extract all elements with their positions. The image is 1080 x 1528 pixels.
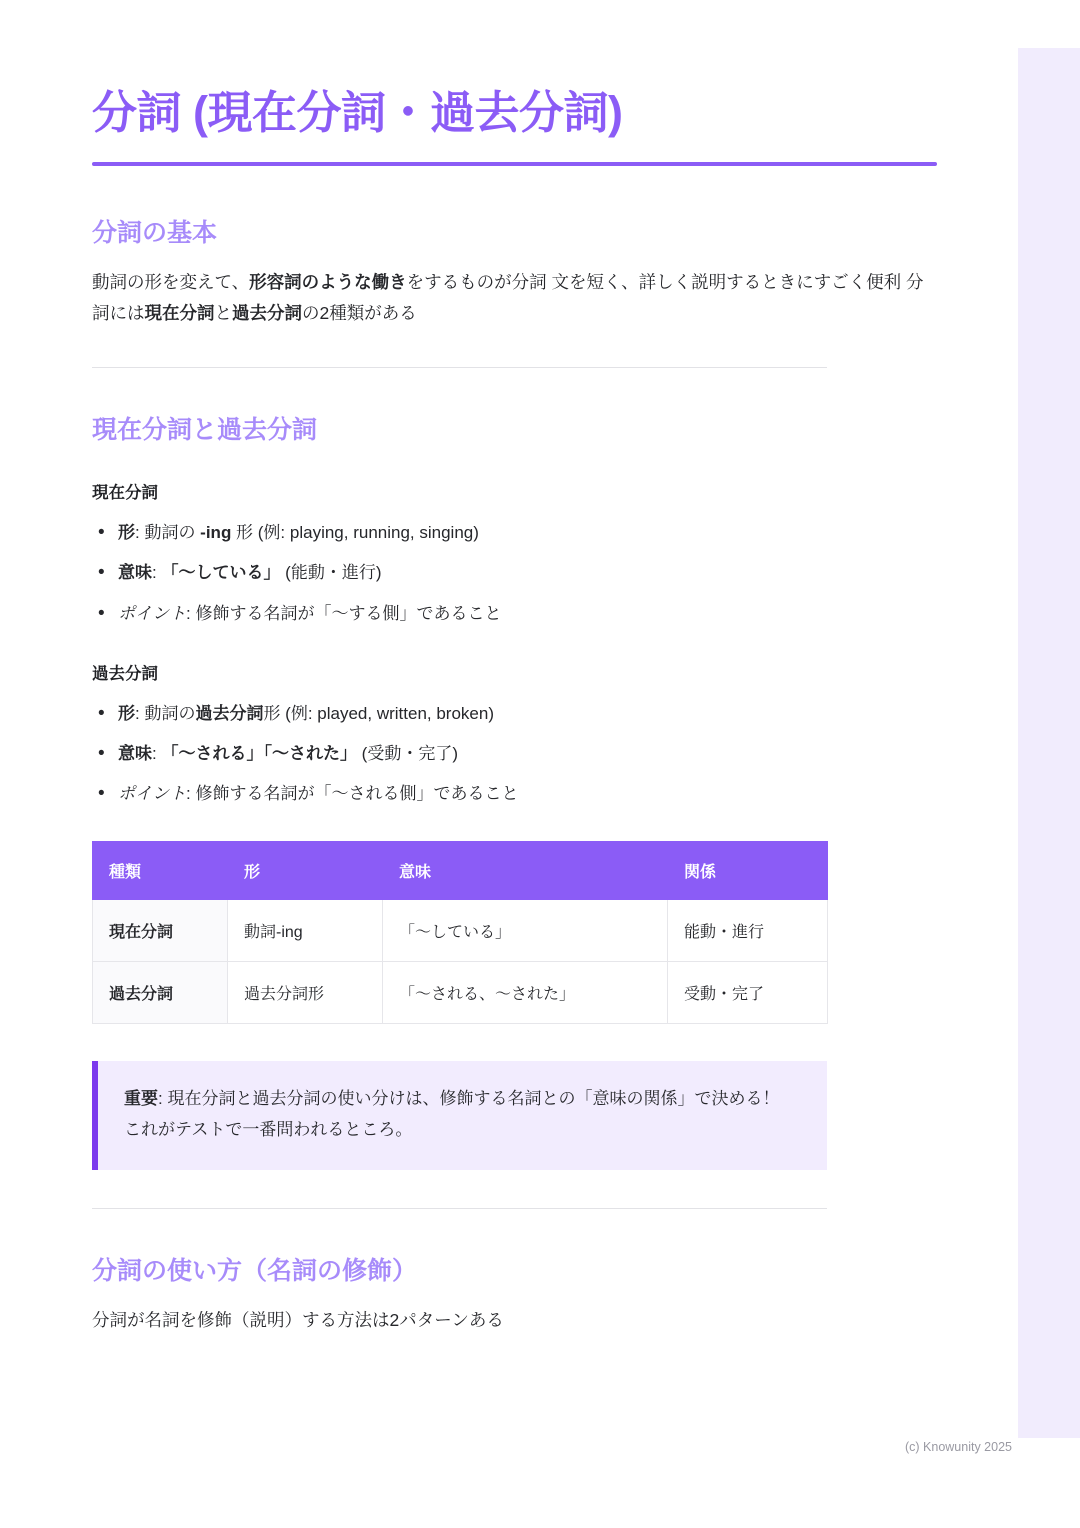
- list-item: [118, 740, 937, 767]
- text-run: :: [152, 563, 162, 583]
- text-run: :: [152, 744, 162, 764]
- list-item: [118, 559, 937, 586]
- table-row: [93, 962, 828, 1024]
- participle-comparison-table: [92, 841, 828, 1024]
- text-run: : 動詞の: [135, 703, 196, 723]
- table-cell: 「〜している」: [383, 900, 668, 962]
- section-heading-participles: 現在分詞と過去分詞: [92, 416, 318, 445]
- text-run: 形 (例: playing, running, singing): [231, 523, 479, 543]
- text-run-bold: 過去分詞: [195, 703, 264, 723]
- text-run: と: [214, 303, 232, 324]
- text-run-bold: 過去分詞: [232, 303, 302, 324]
- list-item: [118, 519, 937, 546]
- table-header-cell: 種類: [93, 842, 228, 900]
- text-run-bold: 形: [118, 703, 135, 723]
- table-header-cell: 関係: [668, 842, 828, 900]
- text-run: : 修飾する名詞が「〜する側」であること: [186, 603, 502, 623]
- text-run-bold: 意味: [118, 563, 152, 583]
- text-run-italic: ポイント: [118, 784, 186, 804]
- paragraph-usage: 分詞が名詞を修飾（説明）する方法は2パターンある: [92, 1309, 504, 1330]
- text-run: : 動詞の: [135, 523, 201, 543]
- text-run-bold: 意味: [118, 744, 152, 764]
- section-heading-basics: 分詞の基本: [92, 219, 218, 247]
- list-item: [118, 700, 937, 727]
- paragraph-basics: [92, 267, 937, 329]
- table-cell: 現在分詞: [93, 900, 228, 962]
- text-run: (受動・完了): [356, 744, 458, 764]
- page-side-rail: [1018, 48, 1080, 1438]
- text-run-bold: 現在分詞: [144, 303, 215, 324]
- subheading-past-participle: 過去分詞: [92, 664, 158, 683]
- text-run: の2種類がある: [302, 303, 417, 324]
- section-divider: [92, 367, 827, 368]
- table-cell: 過去分詞: [93, 962, 228, 1024]
- text-run: : 現在分詞と過去分詞の使い分けは、修飾する名詞との「意味の関係」で決める！ これがテストで一番問われるところ。: [124, 1089, 780, 1139]
- subheading-present-participle: 現在分詞: [92, 484, 158, 503]
- text-run: 動詞の形を変えて、: [92, 272, 250, 292]
- list-past-participle: [92, 700, 937, 808]
- text-run: をするものが分詞 文を短く、詳しく説明するときにすごく便利 分詞には: [92, 272, 924, 324]
- text-run-bold: 「〜される」「〜された」: [161, 744, 357, 764]
- list-item: [118, 780, 937, 807]
- text-run-bold: 形容詞のような働き: [249, 272, 407, 292]
- text-run-bold: -ing: [200, 523, 232, 543]
- section-heading-usage: 分詞の使い方（名詞の修飾）: [92, 1256, 418, 1285]
- text-run-bold: 「〜している」: [161, 563, 281, 583]
- text-run: 形 (例: played, written, broken): [263, 703, 494, 723]
- title-divider: [92, 162, 937, 166]
- document-body: [92, 0, 937, 1336]
- list-present-participle: [92, 519, 937, 627]
- section-divider: [92, 1208, 827, 1209]
- table-cell: 動詞-ing: [228, 900, 383, 962]
- table-cell: 能動・進行: [668, 900, 828, 962]
- table-cell: 受動・完了: [668, 962, 828, 1024]
- table-cell: 過去分詞形: [228, 962, 383, 1024]
- important-callout: [92, 1061, 827, 1170]
- table-header-row: [93, 842, 828, 900]
- list-item: [118, 600, 937, 627]
- text-run-italic: ポイント: [118, 603, 186, 623]
- callout-text: [124, 1084, 801, 1145]
- table-header-cell: 意味: [383, 842, 668, 900]
- text-run: (能動・進行): [280, 563, 382, 583]
- table-header-cell: 形: [228, 842, 383, 900]
- copyright-footer: (c) Knowunity 2025: [904, 1440, 1012, 1454]
- table-cell: 「〜される、〜された」: [383, 962, 668, 1024]
- text-run: : 修飾する名詞が「〜される側」であること: [186, 784, 519, 804]
- text-run-bold: 形: [118, 523, 135, 543]
- callout-label: 重要: [124, 1089, 158, 1109]
- table-row: [93, 900, 828, 962]
- page-title: 分詞 (現在分詞・過去分詞): [92, 87, 623, 138]
